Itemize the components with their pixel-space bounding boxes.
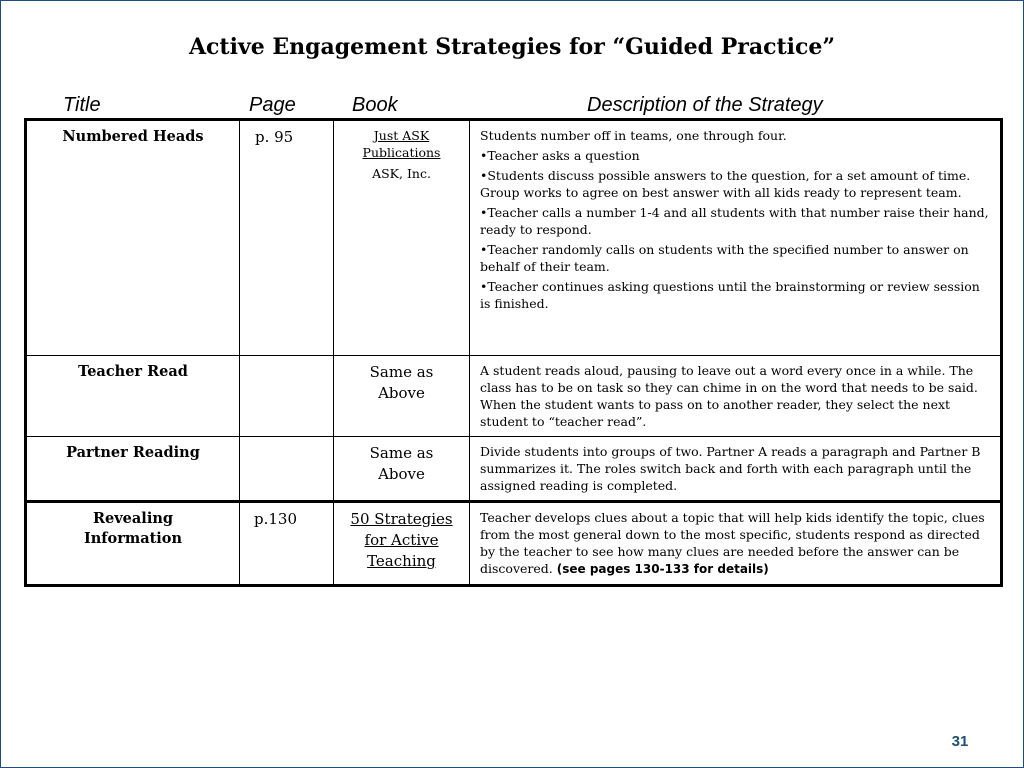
strategy-title-text: Teacher Read bbox=[78, 363, 188, 380]
strategy-title-text: Numbered Heads bbox=[62, 128, 204, 145]
description-bullet: •Teacher asks a question bbox=[480, 148, 640, 163]
page-number: 31 bbox=[951, 733, 969, 750]
table-row bbox=[26, 120, 1002, 356]
strategy-book bbox=[334, 120, 470, 356]
book-publisher: ASK, Inc. bbox=[372, 166, 431, 181]
details-note: (see pages 130-133 for details) bbox=[556, 562, 769, 576]
strategy-title bbox=[26, 120, 240, 356]
column-header-title: Title bbox=[63, 94, 101, 116]
strategy-book bbox=[334, 437, 470, 502]
description-bullet: •Teacher continues asking questions until the brainstorming or review session is finished. bbox=[480, 279, 980, 311]
page-text: p. 95 bbox=[255, 128, 294, 146]
book-text-line: Same as bbox=[369, 444, 434, 462]
strategy-description bbox=[470, 502, 1002, 586]
strategy-title-text: Revealing bbox=[92, 510, 174, 527]
strategy-title bbox=[26, 356, 240, 437]
strategy-table bbox=[24, 118, 1003, 587]
book-title-line[interactable]: Publications bbox=[362, 145, 441, 160]
strategy-title-text: Partner Reading bbox=[66, 444, 200, 461]
description-text: Teacher develops clues about a topic that will help kids identify the topic, clues from the most general down to the most specific, students respond as directed by the teacher to see how many clues are needed before the answer can be discovered. bbox=[480, 510, 985, 576]
strategy-title bbox=[26, 502, 240, 586]
description-bullet: •Students discuss possible answers to the question, for a set amount of time. Group works to agree on best answer with all kids ready to represent team. bbox=[480, 168, 971, 200]
book-text-line: Above bbox=[378, 384, 425, 402]
description-line: Students number off in teams, one through four. bbox=[480, 128, 787, 143]
strategy-description bbox=[470, 356, 1002, 437]
strategy-description bbox=[470, 437, 1002, 502]
strategy-page bbox=[240, 502, 334, 586]
column-header-page: Page bbox=[249, 94, 296, 116]
table-row bbox=[26, 437, 1002, 502]
book-title-line[interactable]: 50 Strategies bbox=[350, 510, 453, 528]
description-bullet: •Teacher calls a number 1-4 and all students with that number raise their hand, ready to respond. bbox=[480, 205, 989, 237]
table-row bbox=[26, 502, 1002, 586]
strategy-title-text: Information bbox=[83, 530, 183, 547]
description-line: A student reads aloud, pausing to leave out a word every once in a while. The class has to be on task so they can chime in on the word that needs to be said. When the student wants to pass on to another reader, they select the next student to “teacher read”. bbox=[480, 363, 978, 429]
strategy-book bbox=[334, 356, 470, 437]
table-row bbox=[26, 356, 1002, 437]
strategy-page bbox=[240, 437, 334, 502]
strategy-title bbox=[26, 437, 240, 502]
description-bullet: •Teacher randomly calls on students with the specified number to answer on behalf of their team. bbox=[480, 242, 969, 274]
strategy-page bbox=[240, 120, 334, 356]
book-title-line[interactable]: Teaching bbox=[367, 552, 436, 570]
book-title-line[interactable]: Just ASK bbox=[373, 128, 430, 143]
book-title-line[interactable]: for Active bbox=[364, 531, 439, 549]
page-text: p.130 bbox=[254, 510, 298, 528]
description-line bbox=[480, 509, 990, 578]
description-line: Divide students into groups of two. Partner A reads a paragraph and Partner B summarizes it. The roles switch back and forth with each paragraph until the assigned reading is completed. bbox=[480, 444, 981, 493]
book-text-line: Same as bbox=[369, 363, 434, 381]
column-header-description: Description of the Strategy bbox=[587, 94, 823, 116]
strategy-book bbox=[334, 502, 470, 586]
slide-title: Active Engagement Strategies for “Guided Practice” bbox=[188, 34, 836, 60]
book-title[interactable] bbox=[334, 127, 469, 161]
strategy-description bbox=[470, 120, 1002, 356]
book-text-line: Above bbox=[378, 465, 425, 483]
column-header-book: Book bbox=[352, 94, 398, 116]
strategy-page bbox=[240, 356, 334, 437]
